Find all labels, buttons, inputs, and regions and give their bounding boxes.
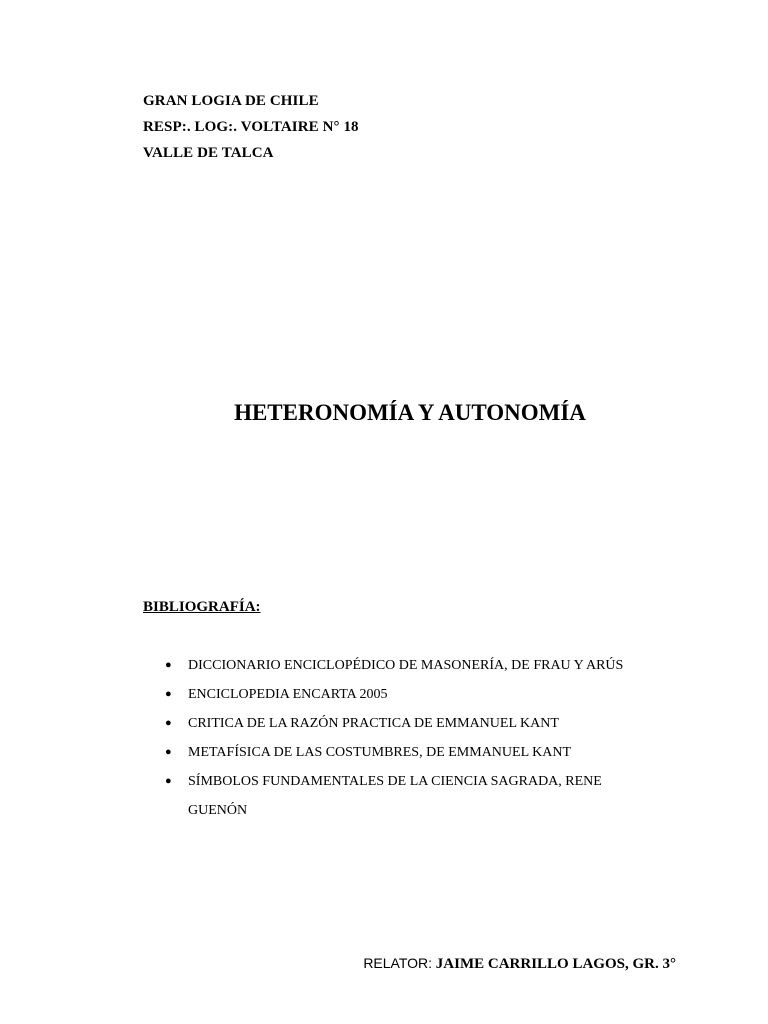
list-item bbox=[165, 651, 665, 680]
bibliography-entry: SÍMBOLOS FUNDAMENTALES DE LA CIENCIA SAGRADA, RENE GUENÓN bbox=[188, 774, 602, 818]
bibliography-list bbox=[165, 651, 665, 825]
relator-label: RELATOR: bbox=[363, 955, 433, 971]
bullet-icon: ● bbox=[165, 746, 172, 758]
bullet-icon: ● bbox=[165, 717, 172, 729]
bibliography-entry: METAFÍSICA DE LAS COSTUMBRES, DE EMMANUEL KANT bbox=[188, 745, 571, 760]
bibliography-heading: BIBLIOGRAFÍA: bbox=[143, 599, 261, 615]
lodge-subtitle: RESP:. LOG:. VOLTAIRE N° 18 bbox=[143, 119, 359, 135]
list-item bbox=[165, 738, 665, 767]
bullet-icon: ● bbox=[165, 688, 172, 700]
document-header bbox=[143, 88, 359, 166]
document-title: HETERONOMÍA Y AUTONOMÍA bbox=[234, 400, 586, 425]
list-item bbox=[165, 709, 665, 738]
list-item bbox=[165, 680, 665, 709]
relator-name: JAIME CARRILLO LAGOS, GR. 3° bbox=[435, 956, 676, 972]
bibliography-entry: CRITICA DE LA RAZÓN PRACTICA DE EMMANUEL KANT bbox=[188, 716, 559, 731]
lodge-name: GRAN LOGIA DE CHILE bbox=[143, 93, 319, 109]
bullet-icon: ● bbox=[165, 659, 172, 671]
bullet-icon: ● bbox=[165, 775, 172, 787]
lodge-location: VALLE DE TALCA bbox=[143, 145, 274, 161]
list-item bbox=[165, 767, 665, 825]
bibliography-entry: DICCIONARIO ENCICLOPÉDICO DE MASONERÍA, DE FRAU Y ARÚS bbox=[188, 658, 624, 673]
bibliography-entry: ENCICLOPEDIA ENCARTA 2005 bbox=[188, 687, 388, 702]
relator-line bbox=[363, 955, 676, 973]
